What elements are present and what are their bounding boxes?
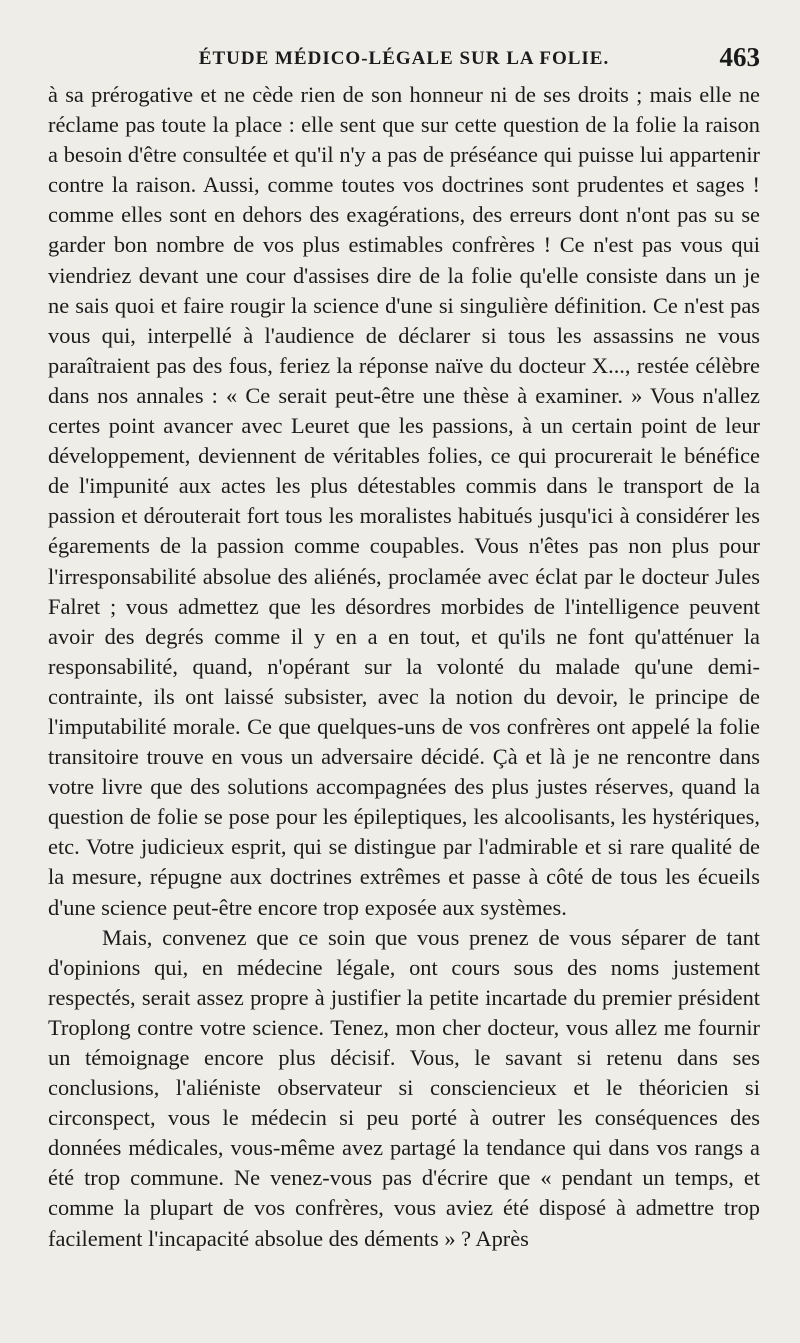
page-header	[48, 40, 760, 80]
body-text	[48, 80, 760, 1254]
page-number: 463	[719, 42, 760, 72]
running-title: ÉTUDE MÉDICO-LÉGALE SUR LA FOLIE.	[198, 48, 610, 69]
paragraph: Mais, convenez que ce soin que vous prenez de vous séparer de tant d'opinions qui, en médecine légale, ont cours sous des noms justement respectés, serait assez propre à justifier la petite incartade du premier président Troplong contre votre science. Tenez, mon cher docteur, vous allez me fournir un témoignage encore plus décisif. Vous, le savant si retenu dans ses conclusions, l'aliéniste observateur si consciencieux et le théoricien si circonspect, vous le médecin si peu porté à outrer les conséquences des données médicales, vous-même avez partagé la tendance qui dans vos rangs a été trop commune. Ne venez-vous pas d'écrire que « pendant un temps, et comme la plupart de vos confrères, vous aviez été disposé à admettre trop facilement l'incapacité absolue des déments » ? Après	[48, 924, 760, 1251]
paragraph: à sa prérogative et ne cède rien de son honneur ni de ses droits ; mais elle ne réclame pas toute la place : elle sent que sur cette question de la folie la raison a besoin d'être consultée et qu'il n'y a pas de préséance qui puisse lui appartenir contre la raison. Aussi, comme toutes vos doctrines sont prudentes et sages ! comme elles sont en dehors des exagérations, des erreurs dont n'ont pas su se garder bon nombre de vos plus estimables confrères ! Ce n'est pas vous qui viendriez devant une cour d'assises dire de la folie qu'elle consiste dans un je ne sais quoi et faire rougir la science d'une si singulière définition. Ce n'est pas vous qui, interpellé à l'audience de déclarer si tous les assassins ne vous paraîtraient pas des fous, feriez la réponse naïve du docteur X..., restée célèbre dans nos annales : « Ce serait peut-être une thèse à examiner. » Vous n'allez certes point avancer avec Leuret que les passions, à un certain point de leur développement, deviennent de véritables folies, ce qui procurerait le bénéfice de l'impunité aux actes les plus détestables commis dans le transport de la passion et dérouterait fort tous les moralistes habitués jusqu'ici à considérer les égarements de la passion comme coupables. Vous n'êtes pas non plus pour l'irresponsabilité absolue des aliénés, proclamée avec éclat par le docteur Jules Falret ; vous admettez que les désordres morbides de l'intelligence peuvent avoir des degrés comme il y en a en tout, et qu'ils ne font qu'atténuer la responsabilité, quand, n'opérant sur la volonté du malade qu'une demi-contrainte, ils ont laissé subsister, avec la notion du devoir, le principe de l'imputabilité morale. Ce que quelques-uns de vos confrères ont appelé la folie transitoire trouve en vous un adversaire décidé. Çà et là je ne rencontre dans votre livre que des solutions accompagnées des plus justes réserves, quand la question de folie se pose pour les épileptiques, les alcoolisants, les hystériques, etc. Votre judicieux esprit, qui se distingue par l'admirable et si rare qualité de la mesure, répugne aux doctrines extrêmes et passe à côté de tous les écueils d'une science peut-être encore trop exposée aux systèmes.	[48, 82, 760, 920]
